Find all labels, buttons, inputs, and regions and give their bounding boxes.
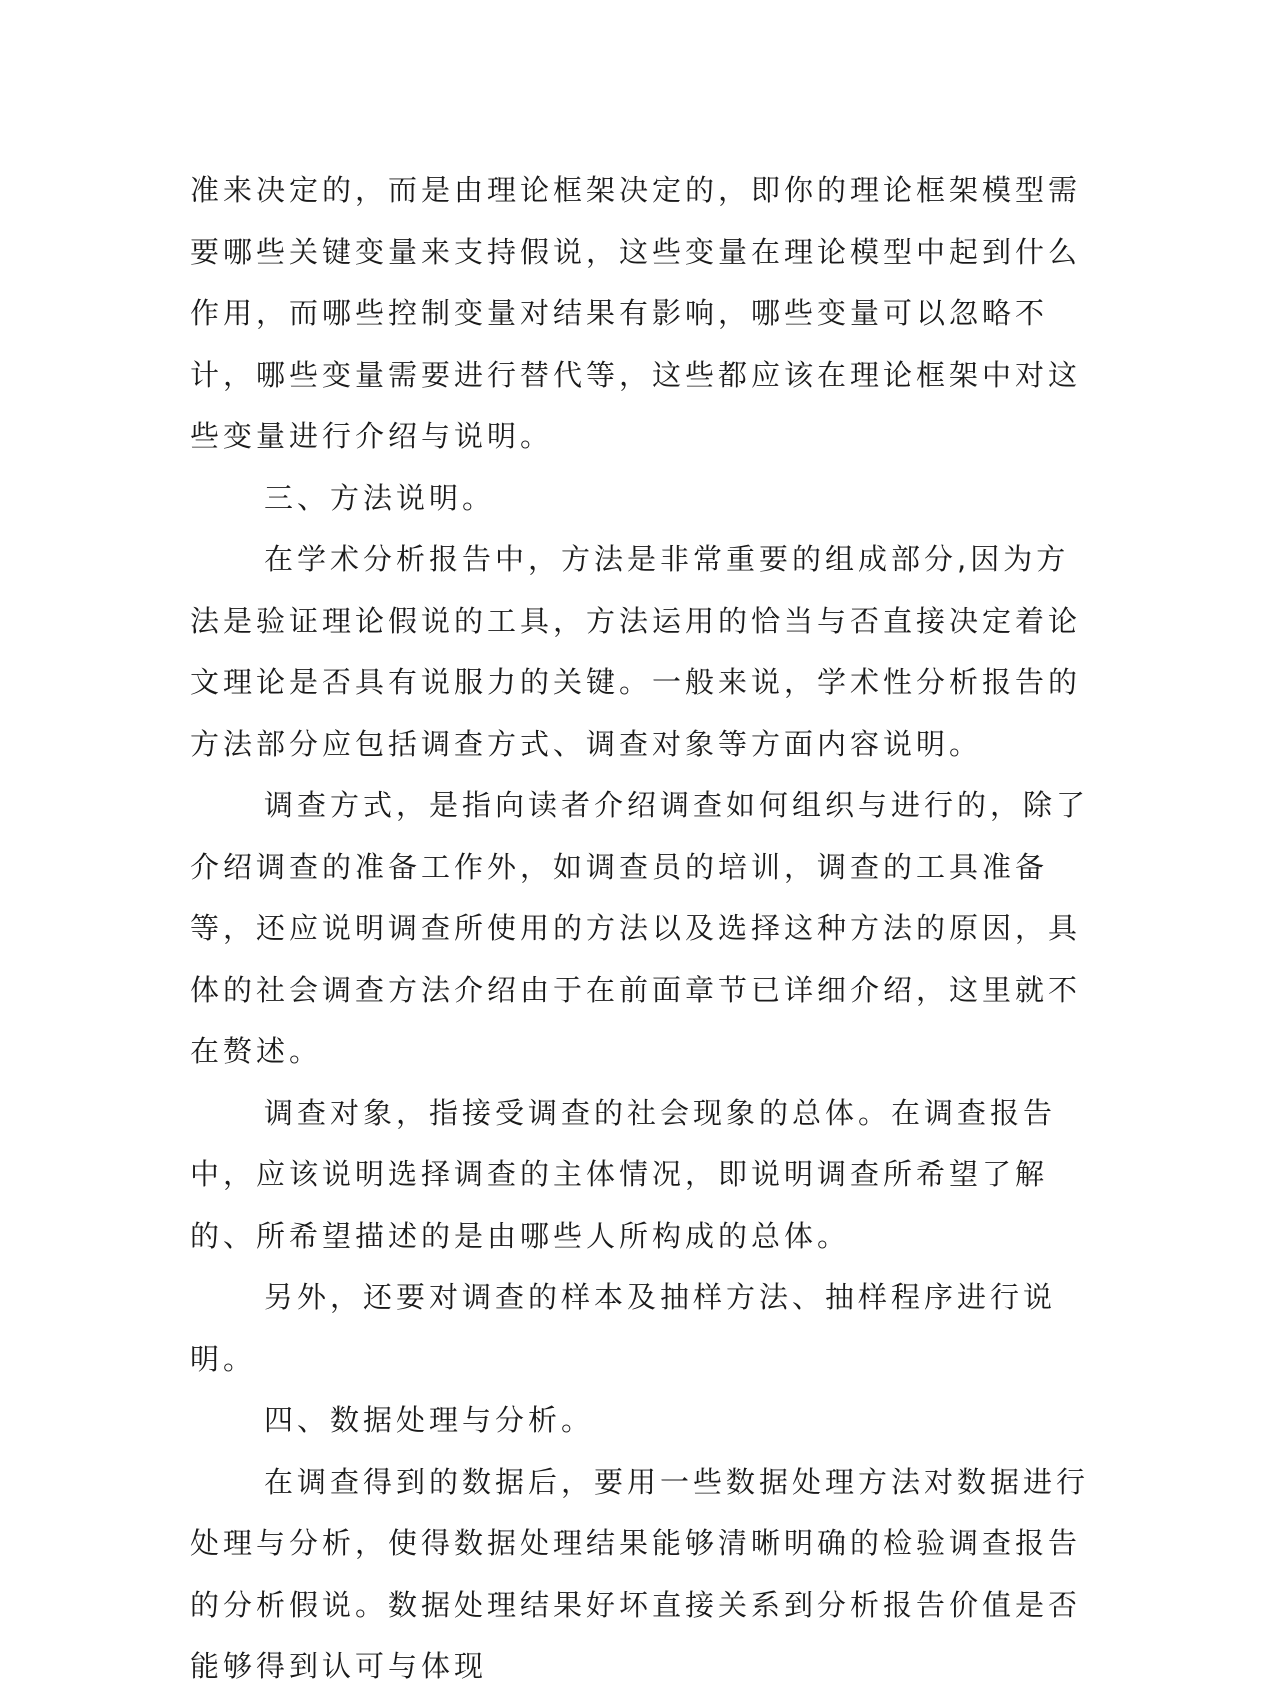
document-body xyxy=(190,160,1090,1698)
paragraph-survey-method: 调查方式，是指向读者介绍调查如何组织与进行的，除了介绍调查的准备工作外，如调查员的培训，调查的工具准备等，还应说明调查所使用的方法以及选择这种方法的原因，具体的社会调查方法介绍由于在前面章节已详细介绍，这里就不在赘述。 xyxy=(190,788,1090,1068)
paragraph-data-processing: 在调查得到的数据后，要用一些数据处理方法对数据进行处理与分析，使得数据处理结果能够清晰明确的检验调查报告的分析假说。数据处理结果好坏直接关系到分析报告价值是否能够得到认可与体现 xyxy=(190,1464,1090,1683)
paragraph-survey-subject: 调查对象，指接受调查的社会现象的总体。在调查报告中，应该说明选择调查的主体情况，即说明调查所希望了解的、所希望描述的是由哪些人所构成的总体。 xyxy=(190,1095,1057,1253)
paragraph-theory-variables: 准来决定的，而是由理论框架决定的，即你的理论框架模型需要哪些关键变量来支持假说，这些变量在理论模型中起到什么作用，而哪些控制变量对结果有影响，哪些变量可以忽略不计，哪些变量需要进行替代等，这些都应该在理论框架中对这些变量进行介绍与说明。 xyxy=(190,173,1082,453)
heading-data-processing: 四、数据处理与分析。 xyxy=(264,1403,595,1437)
paragraph-method-importance: 在学术分析报告中，方法是非常重要的组成部分,因为方法是验证理论假说的工具，方法运用的恰当与否直接决定着论文理论是否具有说服力的关键。一般来说，学术性分析报告的方法部分应包括调查方式、调查对象等方面内容说明。 xyxy=(190,542,1082,761)
paragraph-sampling: 另外，还要对调查的样本及抽样方法、抽样程序进行说明。 xyxy=(190,1280,1057,1376)
heading-method-description: 三、方法说明。 xyxy=(264,480,496,515)
